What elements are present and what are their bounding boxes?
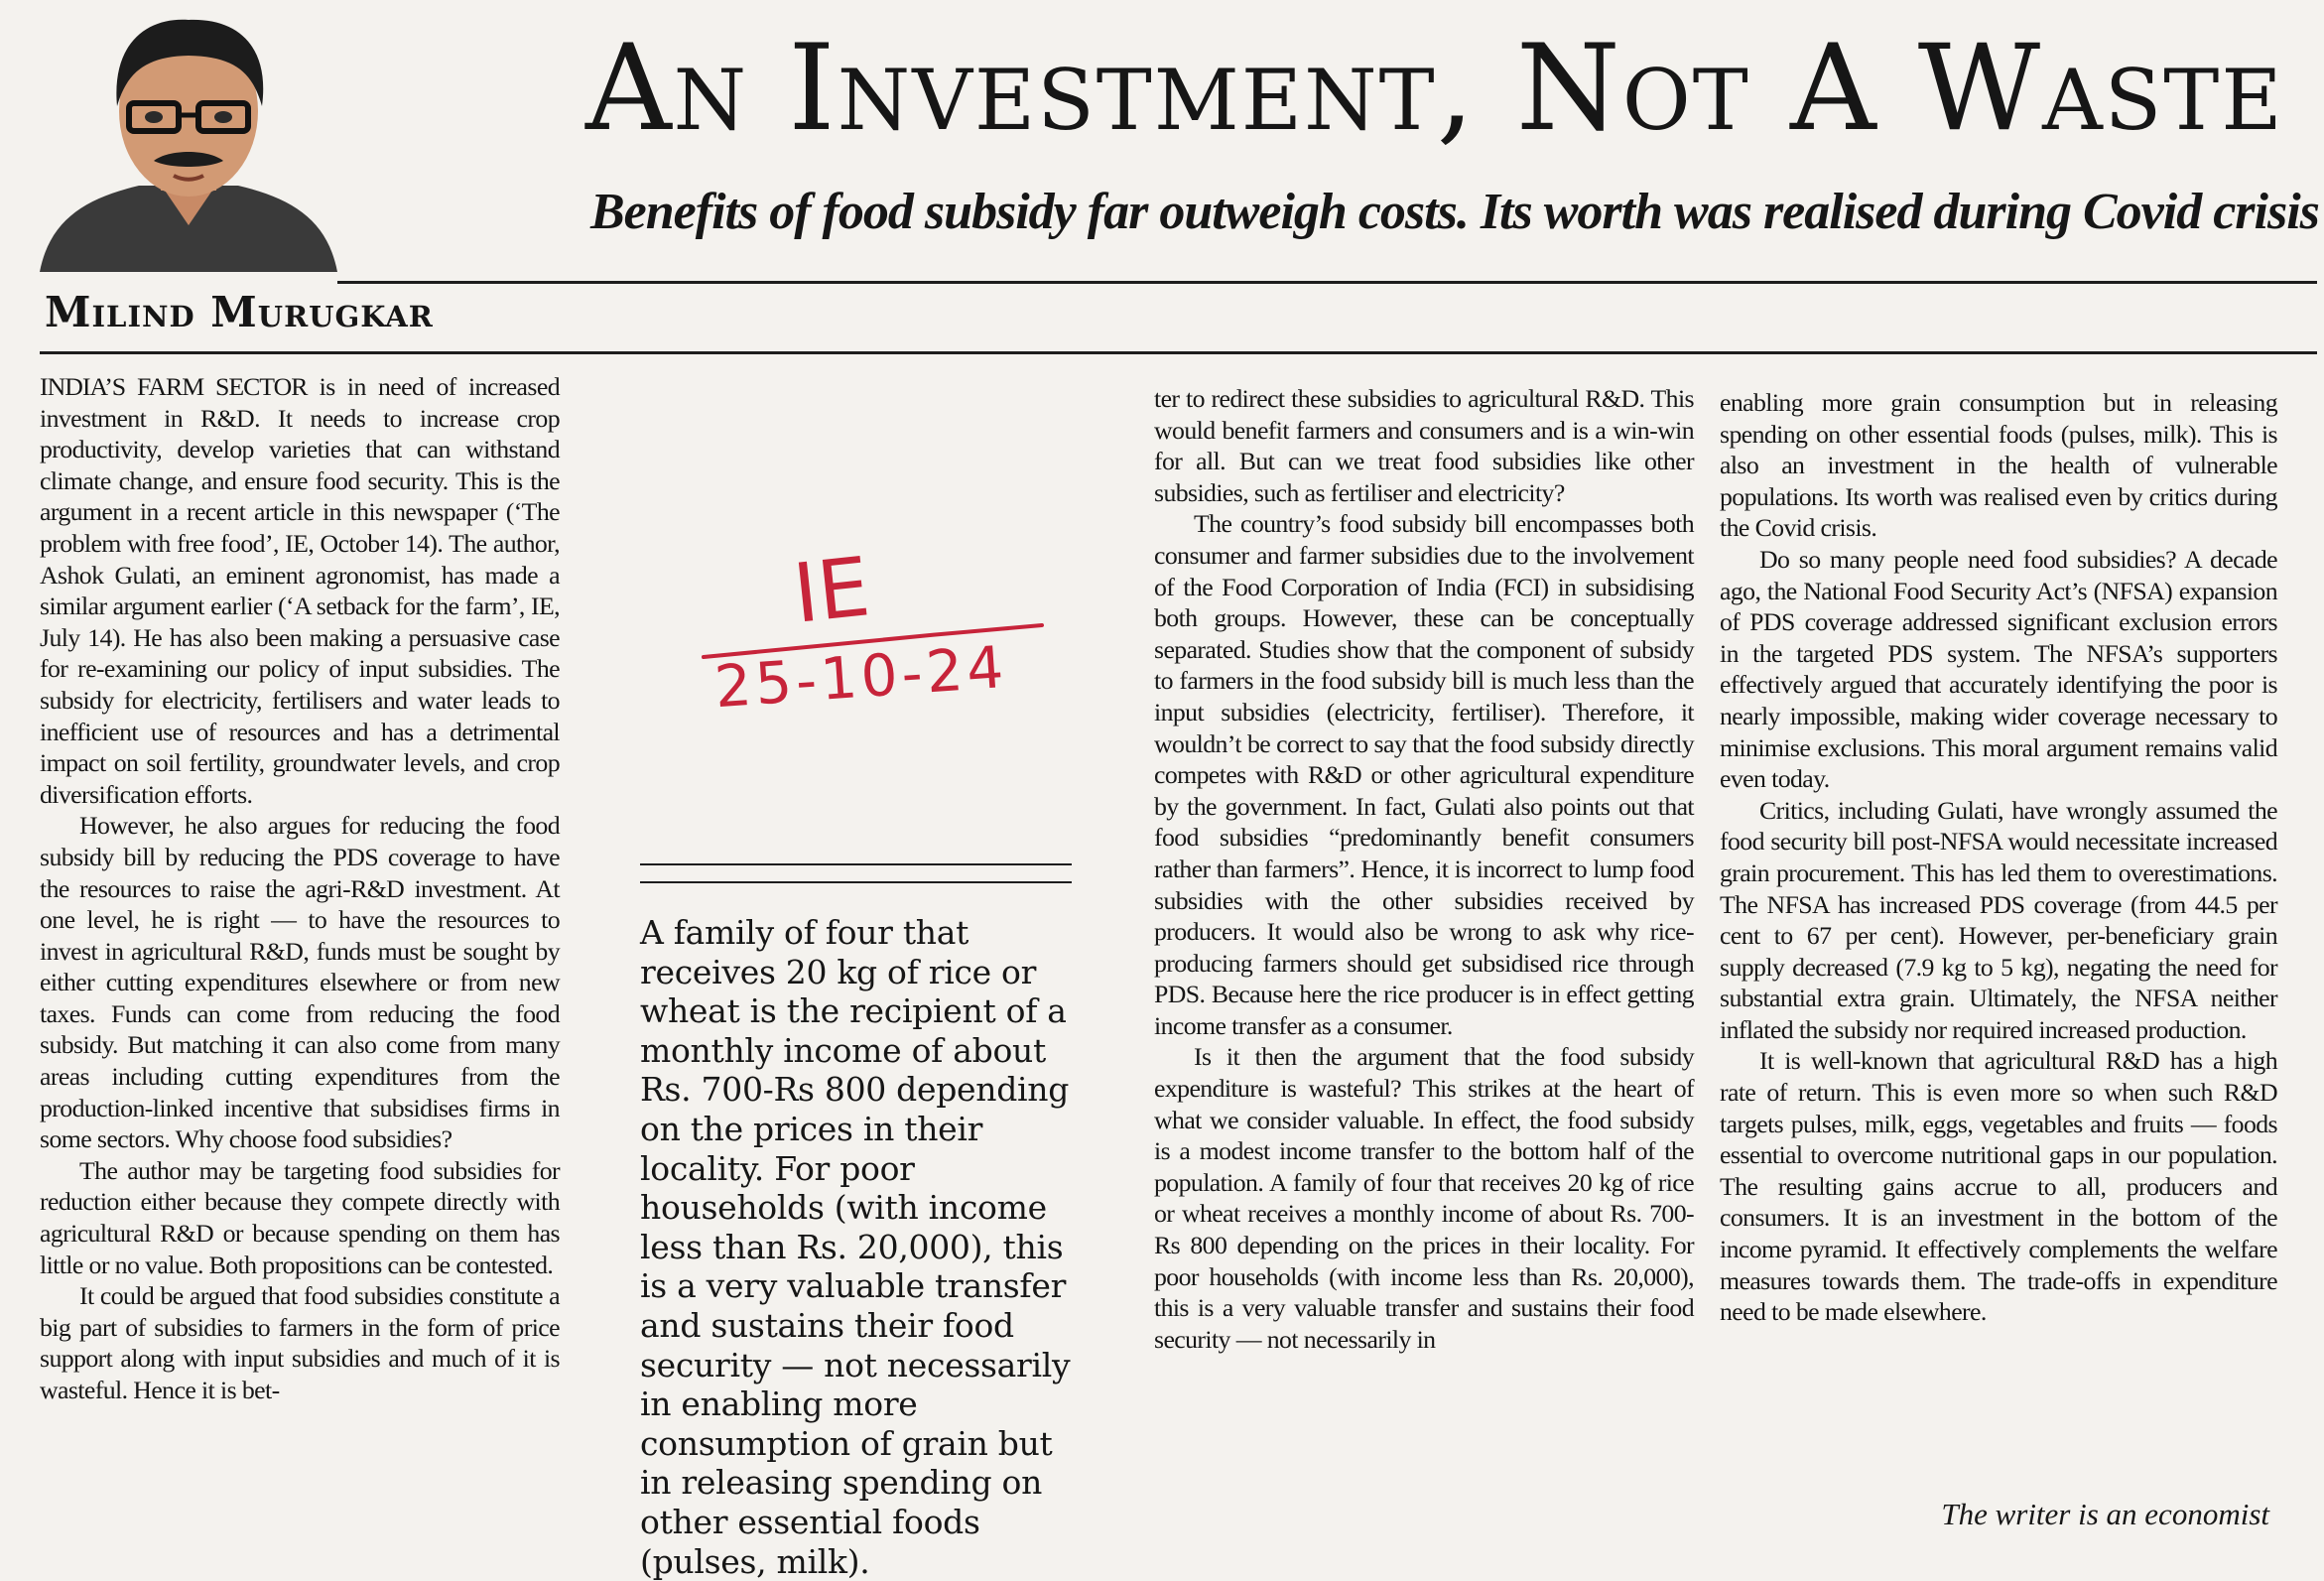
paragraph: It is well-known that agricultural R&D has a high rate of return. This is even more so when such R&D targets pulses, milk, eggs, vegetables and fruits — foods essential to overcome nutritional gaps in our population. The resulting gains accrue to all, producers and consumers. It is an investment in the bottom of the income pyramid. It effectively complements the welfare measures towards them. The trade-offs in expenditure need to be made elsewhere. [1720, 1046, 2277, 1327]
paragraph: Do so many people need food subsidies? A decade ago, the National Food Security Act’s (NFSA) expansion of PDS coverage addressed significant exclusion errors in the targeted PDS system. The NFSA’s supporters effectively argued that accurately identifying the poor is nearly impossible, making wider coverage necessary to minimise exclusions. This moral argument remains valid even today. [1720, 544, 2277, 794]
paragraph: Is it then the argument that the food subsidy expenditure is wasteful? This strikes at the heart of what we consider valuable. In effect, the food subsidy is a modest income transfer to the bottom half of the population. A family of four that receives 20 kg of rice or wheat receives a monthly income of about Rs. 700-Rs 800 depending on the prices in their locality. For poor households (with income less than Rs. 20,000), this is a very valuable transfer and sustains their food security — not necessarily in [1154, 1042, 1694, 1354]
paragraph-text: is in need of increased investment in R&D. It needs to increase crop productivity, develop varieties that can withstand climate change, and ensure food security. This is the argument in a recent article in this newspaper (‘The problem with free food’, IE, October 14). The author, Ashok Gulati, an eminent agronomist, has made a similar argument earlier (‘A setback for the farm’, IE, July 14). He has also been making a persuasive case for re-examining our policy of input subsidies. The subsidy for electricity, fertilisers and water leads to inefficient use of resources and has a detrimental impact on soil fertility, groundwater levels, and crop diversification efforts. [40, 372, 560, 809]
article-column-3 [1154, 383, 1694, 1355]
article-column-4 [1720, 387, 2277, 1328]
author-byline: Milind Murugkar [45, 288, 434, 336]
handwritten-annotation-source: IE [789, 540, 874, 642]
article-headline: An Investment, Not A Waste [585, 20, 2284, 158]
paragraph [40, 371, 560, 810]
pullquote-rules [640, 863, 1072, 883]
paragraph: The country’s food subsidy bill encompasses both consumer and farmer subsidies due to the involvement of the Food Corporation of India (FCI) in subsidising both groups. However, these can be conceptually separated. Studies show that the component of subsidy to farmers in the food subsidy bill is much less than the input subsidies (electricity, fertiliser). Therefore, it wouldn’t be correct to say that the food subsidy directly competes with R&D or other agricultural expenditure by the government. In fact, Gulati also points out that food subsidies “predominantly benefit consumers rather than farmers”. Hence, it is incorrect to lump food subsidies with the other subsidies received by producers. It would also be wrong to ask why rice-producing farmers should get subsidised rice through PDS. Because here the rice producer is in effect getting income transfer as a consumer. [1154, 509, 1694, 1040]
handwritten-annotation-date: 25-10-24 [711, 632, 1010, 722]
paragraph: Critics, including Gulati, have wrongly assumed the food security bill post-NFSA would necessitate increased grain procurement. This has led them to overestimations. The NFSA has increased PDS coverage (from 44.5 per cent to 67 per cent). However, per-beneficiary grain supply decreased (7.9 kg to 5 kg), negating the need for substantial extra grain. Ultimately, the NFSA neither inflated the subsidy nor required increased production. [1720, 795, 2277, 1044]
paragraph: enabling more grain consumption but in releasing spending on other essential foods (pulses, milk). This is also an investment in the health of vulnerable populations. Its worth was realised even by critics during the Covid crisis. [1720, 388, 2277, 543]
article-column-1 [40, 371, 560, 1406]
paragraph: However, he also argues for reducing the food subsidy bill by reducing the PDS coverage to have the resources to raise the agri-R&D investment. At one level, he is right — to have the resources to invest in agricultural R&D, funds must be sought by either cutting expenditures elsewhere or from new taxes. Funds can come from reducing the food subsidy. But matching it can also come from many areas including cutting expenditures from the production-linked incentive that subsidises firms in some sectors. Why choose food subsidies? [40, 811, 560, 1154]
author-portrait [40, 12, 337, 272]
author-note: The writer is an economist [1941, 1497, 2269, 1531]
byline-rule [40, 351, 2317, 354]
paragraph: The author may be targeting food subsidies for reduction either because they compete directly with agricultural R&D or because spending on them has little or no value. Both propositions can be contested. [40, 1155, 560, 1279]
paragraph: It could be argued that food subsidies constitute a big part of subsidies to farmers in the form of price support along with input subsidies and much of it is wasteful. Hence it is bet- [40, 1281, 560, 1404]
lead-in-text: INDIA’S FARM SECTOR [40, 372, 308, 401]
header-rule [337, 281, 2317, 284]
paragraph: ter to redirect these subsidies to agricultural R&D. This would benefit farmers and consumers and is a win-win for all. But can we treat food subsidies like other subsidies, such as fertiliser and electricity? [1154, 384, 1694, 507]
pull-quote: A family of four that receives 20 kg of rice or wheat is the recipient of a monthly income of about Rs. 700-Rs 800 depending on the prices in their locality. For poor households (with income less than Rs. 20,000), this is a very valuable transfer and sustains their food security — not necessarily in enabling more consumption of grain but in releasing spending on other essential foods (pulses, milk). [640, 913, 1071, 1581]
article-subheadline: Benefits of food subsidy far outweigh costs. Its worth was realised during Covid crisis [590, 184, 2319, 240]
